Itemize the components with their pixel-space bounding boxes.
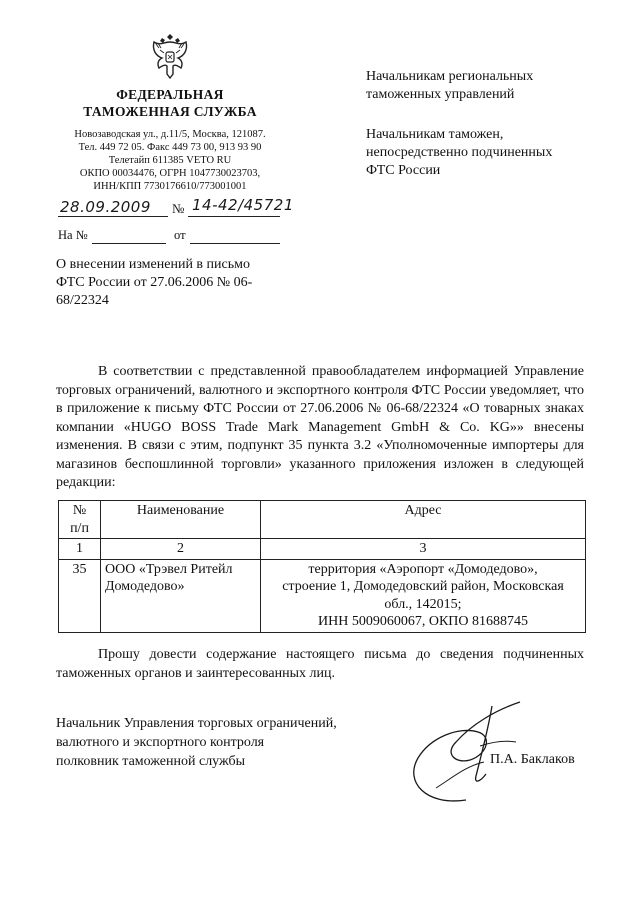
letter-subject xyxy=(56,256,286,310)
address-line: строение 1, Домодедовский район, Московская xyxy=(282,579,564,594)
recipient-line: Начальникам региональных xyxy=(366,69,534,84)
subject-line: 68/22324 xyxy=(56,293,109,308)
organization-name xyxy=(60,86,280,120)
recipient-regional-administrations xyxy=(366,68,533,104)
name-line: ООО «Трэвел Ритейл xyxy=(105,561,233,577)
row-address-cell xyxy=(261,559,586,632)
address-line: ИНН 5009060067, ОКПО 81688745 xyxy=(318,614,528,629)
address-line: обл., 142015; xyxy=(384,596,462,612)
recipient-line: Начальникам таможен, xyxy=(366,127,504,142)
recipient-line: непосредственно подчиненных xyxy=(366,145,553,160)
reference-from-label: от xyxy=(174,228,186,242)
recipient-line: таможенных управлений xyxy=(366,87,515,102)
address-line: территория «Аэропорт «Домодедово», xyxy=(308,561,538,577)
address-line: ИНН/КПП 7730176610/773001001 xyxy=(93,181,247,192)
signatory-name: П.А. Баклаков xyxy=(490,752,575,767)
organization-name-line-2: ТАМОЖЕННАЯ СЛУЖБА xyxy=(83,104,257,119)
reference-date-blank xyxy=(190,243,280,244)
recipient-line: ФТС России xyxy=(366,163,441,178)
name-line: Домодедово» xyxy=(105,579,185,594)
header-cell-address: Адрес xyxy=(261,501,586,539)
state-emblem-icon xyxy=(148,30,192,82)
column-number-cell: 3 xyxy=(261,539,586,560)
subject-line: О внесении изменений в письмо xyxy=(56,257,250,272)
header-number-line: п/п xyxy=(70,520,89,536)
registration-date: 28.09.2009 xyxy=(60,198,151,216)
subject-line: ФТС России от 27.06.2006 № 06- xyxy=(56,275,253,290)
reference-number-label: На № xyxy=(58,228,88,242)
organization-name-line-1: ФЕДЕРАЛЬНАЯ xyxy=(116,87,224,102)
address-line: Новозаводская ул., д.11/5, Москва, 121087. xyxy=(74,129,266,140)
organization-address xyxy=(50,128,290,193)
header-cell-number xyxy=(59,501,101,539)
address-line: Тел. 449 72 05. Факс 449 73 00, 913 93 90 xyxy=(78,142,262,153)
table-header-row xyxy=(59,501,586,539)
header-number-line: № xyxy=(72,503,87,518)
registration-number-label: № xyxy=(172,201,185,216)
letter-closing xyxy=(56,646,584,683)
table-row xyxy=(59,559,586,632)
closing-paragraph: Прошу довести содержание настоящего письма до сведения подчиненных таможенных органов и заинтересованных лиц. xyxy=(56,647,584,681)
address-line: Телетайп 611385 VETO RU xyxy=(108,155,232,166)
recipient-customs-offices xyxy=(366,126,552,180)
registration-date-line xyxy=(58,216,168,217)
column-number-cell: 1 xyxy=(59,539,101,560)
column-number-cell: 2 xyxy=(101,539,261,560)
signatory-title xyxy=(56,714,337,771)
importers-table xyxy=(58,500,586,633)
reference-number-blank xyxy=(92,243,166,244)
address-line: ОКПО 00034476, ОГРН 1047730023703, xyxy=(79,168,261,179)
row-number-cell: 35 xyxy=(59,559,101,632)
body-paragraph: В соответствии с представленной правообладателем информацией Управление торговых ограничений, валютного и экспортного контроля ФТС России уведомляет, что в приложение к письму ФТС России от 27.06.2006 № 06-68/22324 «О товарных знаках компании «HUGO BOSS Trade Mark Management GmbH & Co. KG»» внесены изменения. В связи с этим, подпункт 35 пункта 3.2 «Уполномоченные импортеры для магазинов беспошлинной торговли» указанного приложения изложен в следующей редакции: xyxy=(56,364,584,490)
registration-number: 14-42/45721 xyxy=(192,196,294,214)
signatory-title-line: Начальник Управления торговых ограничений, xyxy=(56,716,337,731)
letter-body xyxy=(56,363,584,493)
signatory-title-line: валютного и экспортного контроля xyxy=(56,735,265,750)
signatory-title-line: полковник таможенной службы xyxy=(56,754,246,769)
row-name-cell xyxy=(101,559,261,632)
header-cell-name: Наименование xyxy=(101,501,261,539)
registration-number-line xyxy=(188,216,280,217)
table-column-numbers-row xyxy=(59,539,586,560)
